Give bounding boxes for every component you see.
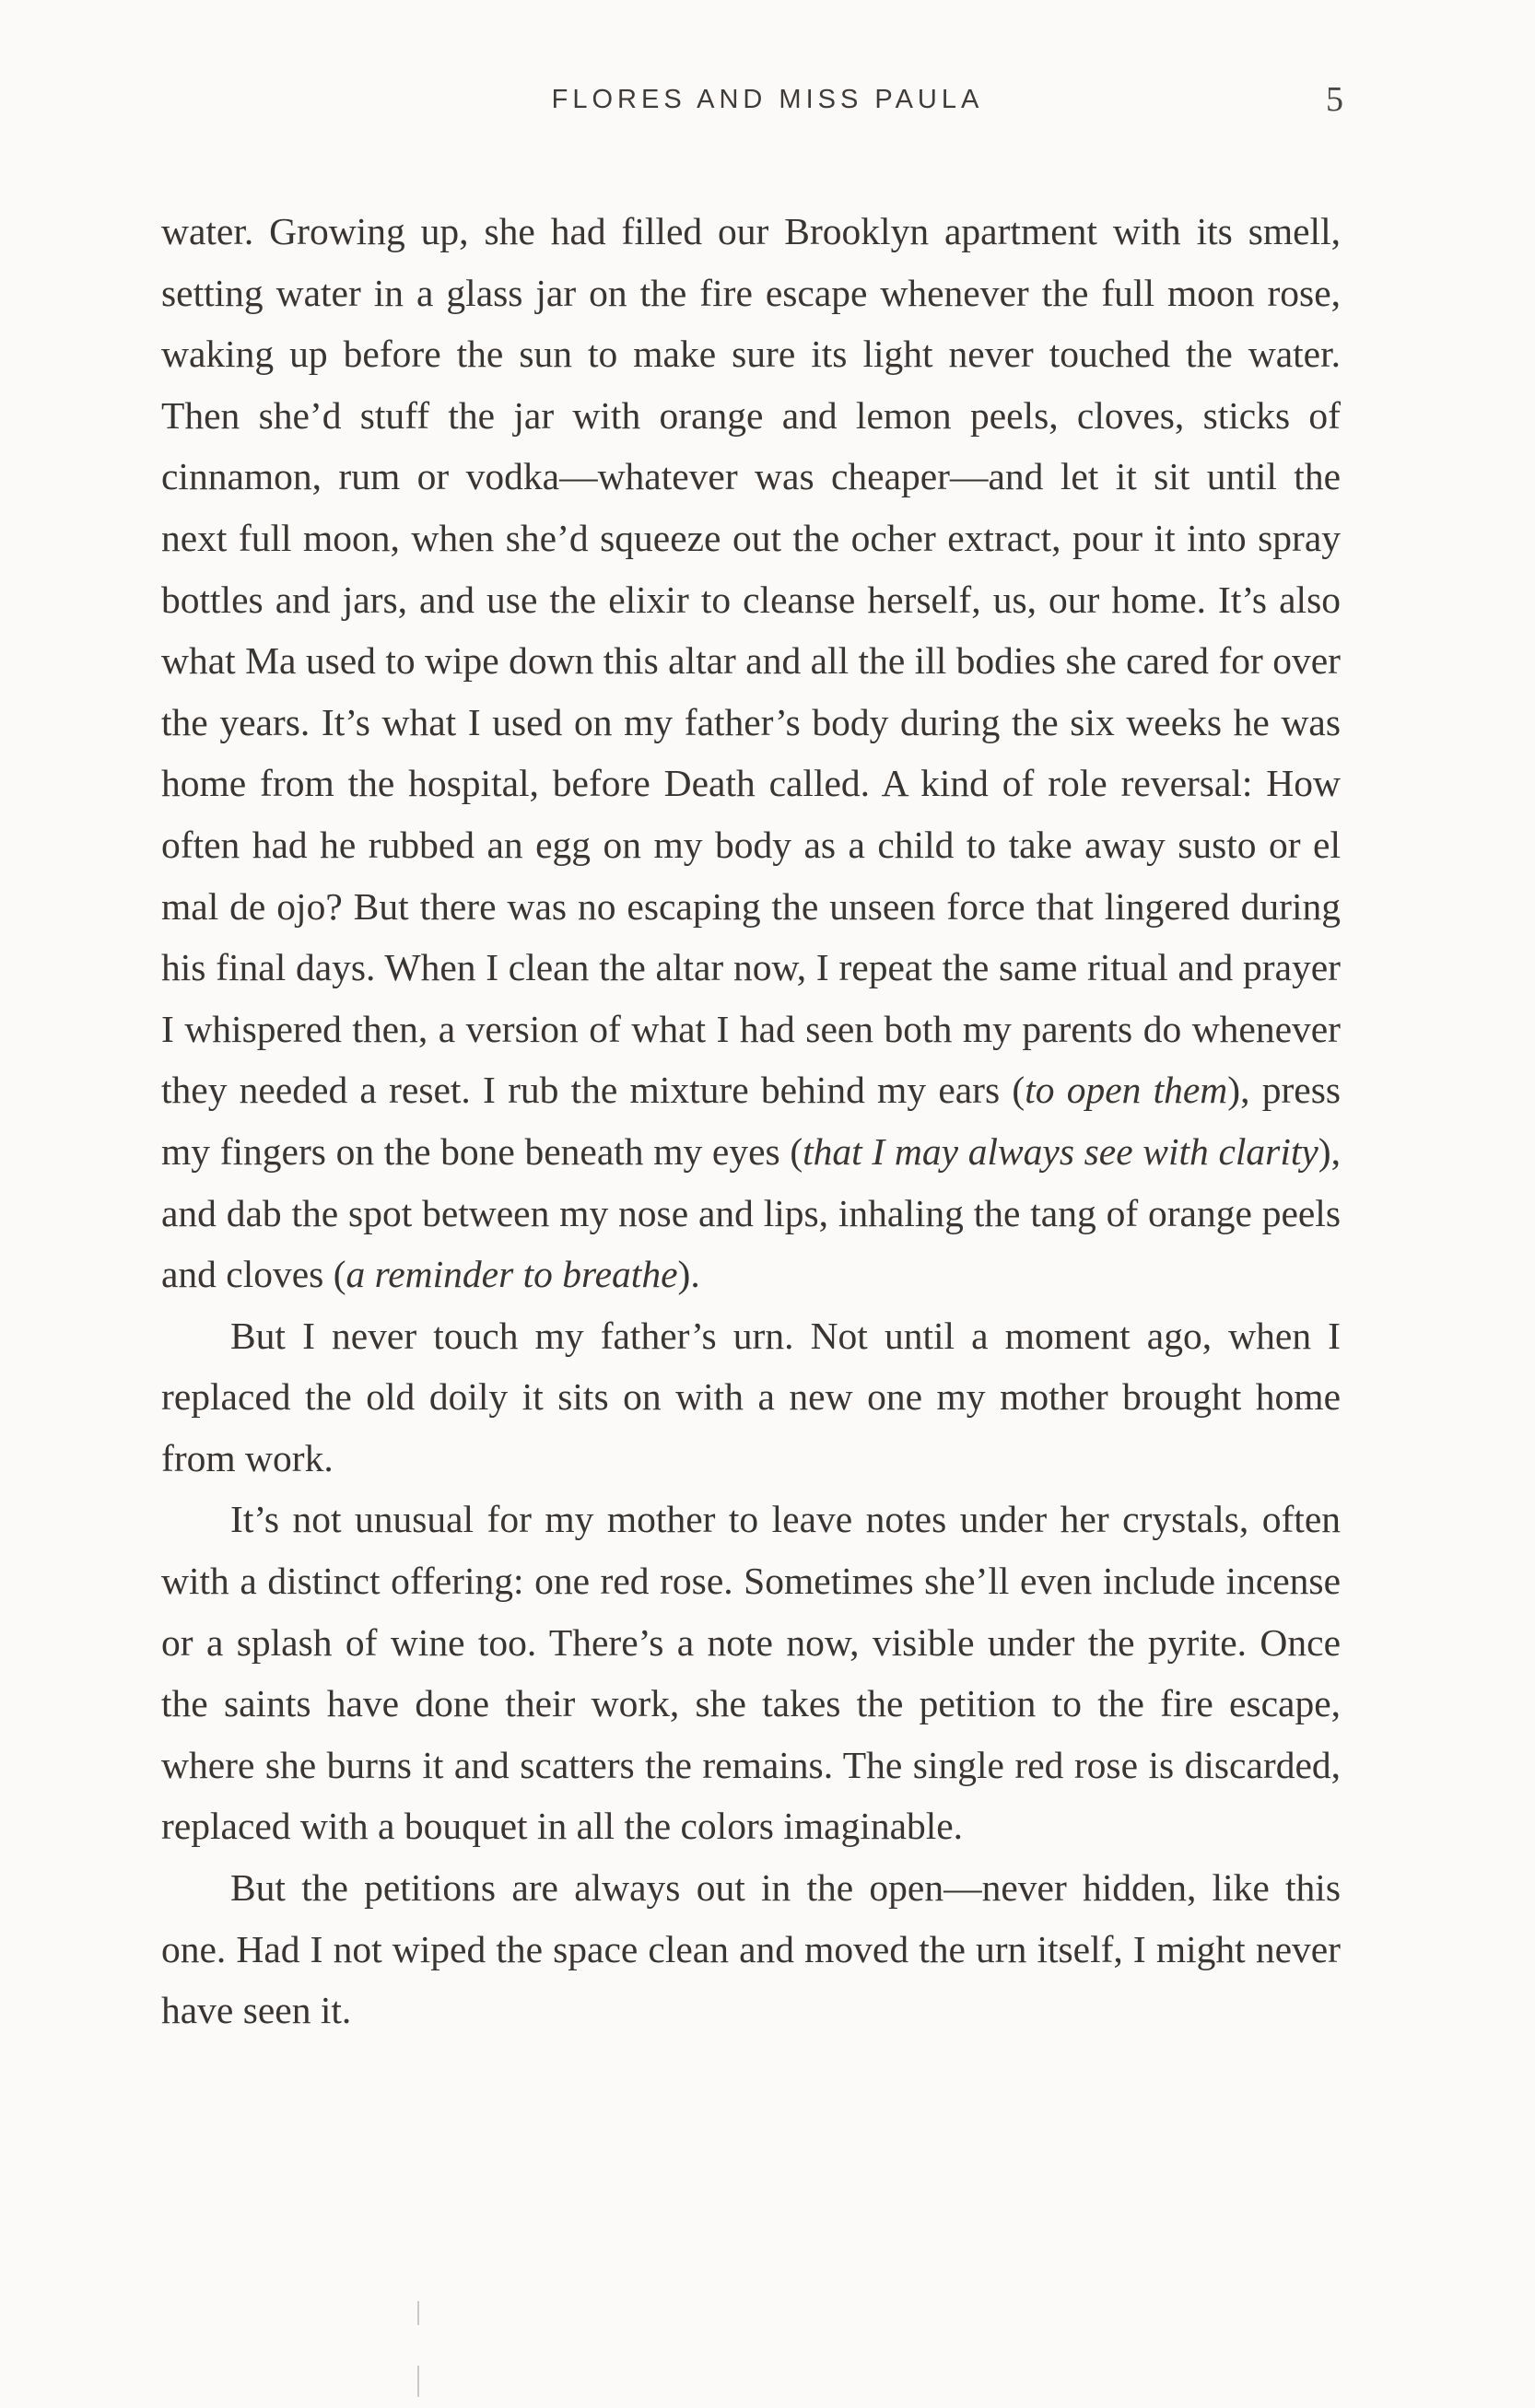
text-run: It’s not unusual for my mother to leave notes under her crystals, often with a distinct offering: one red rose. Sometimes she’ll even include incense or a splash of wine too. There’s a note now, visible under the pyrite. Once the saints have done their work, she takes the petition to the fire escape, where she burns it and scatters the remains. The single red rose is discarded, replaced with a bouquet in all the colors imaginable.	[161, 1498, 1341, 1848]
paragraph	[161, 1489, 1341, 1857]
running-head: FLORES AND MISS PAULA	[551, 85, 984, 114]
scan-mark	[417, 2366, 419, 2397]
text-run: But the petitions are always out in the open—never hidden, like this one. Had I not wiped the space clean and moved the urn itself, I might never have seen it.	[161, 1866, 1341, 2032]
text-run: ), and dab the spot between my nose and lips, inhaling the tang of orange peels and cloves (	[161, 1129, 1341, 1296]
italic-run: a reminder to breathe	[346, 1253, 678, 1296]
paragraph	[161, 1305, 1341, 1490]
page-number: 5	[1326, 80, 1343, 119]
text-run: But I never touch my father’s urn. Not until a moment ago, when I replaced the old doily it sits on with a new one my mother brought home from work.	[161, 1314, 1341, 1479]
body-text	[161, 201, 1341, 2041]
paragraph	[161, 201, 1341, 1305]
italic-run: to open them	[1025, 1069, 1228, 1112]
text-run: ).	[677, 1253, 700, 1296]
scan-mark	[417, 2301, 419, 2325]
text-run: water. Growing up, she had filled our Brooklyn apartment with its smell, setting water in a glass jar on the fire escape whenever the full moon rose, waking up before the sun to make sure its light never touched the water. Then she’d stuff the jar with orange and lemon peels, cloves, sticks of cinnamon, rum or vodka—whatever was cheaper—and let it sit until the next full moon, when she’d squeeze out the ocher extract, pour it into spray bottles and jars, and use the elixir to cleanse herself, us, our home. It’s also what Ma used to wipe down this altar and all the ill bodies she cared for over the years. It’s what I used on my father’s body during the six weeks he was home from the hospital, before Death called. A kind of role reversal: How often had he rubbed an egg on my body as a child to take away susto or el mal de ojo? But there was no escaping the unseen force that lingered during his final days. When I clean the altar now, I repeat the same ritual and prayer I whispered then, a version of what I had seen both my parents do whenever they needed a reset. I rub the mixture behind my ears (	[161, 210, 1341, 1112]
paragraph	[161, 1857, 1341, 2041]
italic-run: that I may always see with clarity	[803, 1129, 1318, 1173]
text-run: ), press my fingers on the bone beneath my eyes (	[161, 1069, 1341, 1173]
